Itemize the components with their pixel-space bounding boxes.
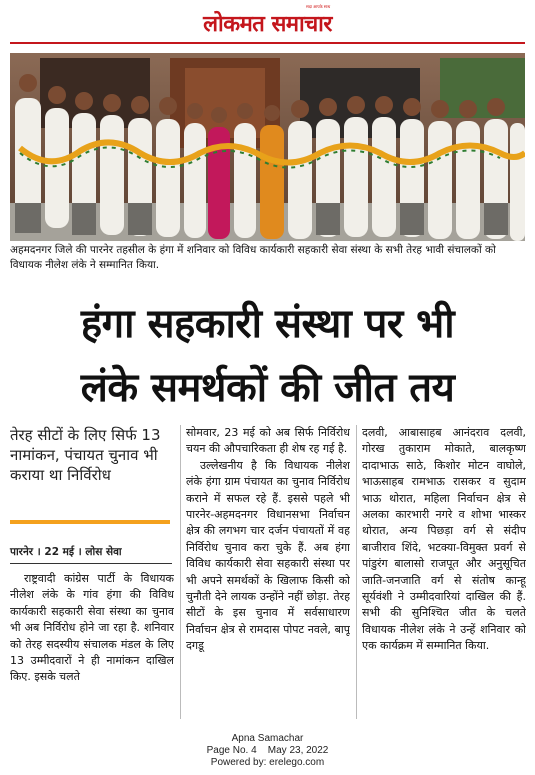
newspaper-logo: लोकमत समाचार (203, 11, 332, 37)
column-divider (180, 425, 181, 719)
group-felicitation-photo (10, 53, 525, 241)
column-divider (356, 425, 357, 719)
masthead-rule (10, 42, 525, 44)
masthead-tagline: सदा आपके साथ (306, 4, 331, 9)
subhead-accent-rule (10, 520, 170, 524)
article-paragraph: दलवी, आबासाहब आनंदराव दलवी, गोरख तुकाराम मोकाते, बालकृष्ण दादाभाऊ साठे, किशोर मोटन वाघोले, भाऊसाहब रामभाऊ रासकर व सुदाम भाऊ थोरात, महिला निर्वाचन क्षेत्र से अलका कारभारी नगरे व शोभा भास्कर थोरात, अन्य पिछड़ा वर्ग से संदीप बाजीराव शिंदे, भटक्या-विमुक्त प्रवर्ग से पांडुरंग बालासो राजपूत और अनुसूचित जाति-जनजाति वर्ग से संतोष कान्हू सूर्यवंशी ने उम्मीदवारियां दाखिल की हैं. सभी की सुनिश्चित जीत के चलते विधायक नीलेश लंके ने उन्हें शनिवार को एक कार्यक्रम में सम्मानित किया. (362, 426, 526, 653)
article-paragraph: उल्लेखनीय है कि विधायक नीलेश लंके हंगा ग्राम पंचायत का चुनाव निर्विरोध कराने में सफल रहे हैं. इससे पहले भी पारनेर-अहमदनगर विधानसभा निर्वाचन क्षेत्र की लगभग चार दर्जन पंचायतों में वह निर्विरोध चुनाव करा चुके हैं. अब हंगा विविध कार्यकारी सेवा सहकारी संस्था पर भी अपने समर्थकों के खिलाफ किसी को चुनौती देने लायक उन्होंने नहीं छोड़ा. तेरह सीटों के इस चुनाव में सर्वसाधारण निर्वाचन क्षेत्र से रामदास पोपट नवले, बापू दगडू (186, 458, 350, 653)
article-column-1 (10, 571, 174, 721)
article-paragraph: सोमवार, 23 मई को अब सिर्फ निर्विरोध चयन की औपचारिकता ही शेष रह गई है. (186, 426, 350, 456)
news-photo (10, 53, 525, 241)
subheadline: तेरह सीटों के लिए सिर्फ 13 नामांकन, पंचायत चुनाव भी कराया था निर्विरोध (10, 426, 161, 484)
article-paragraph: राष्ट्रवादी कांग्रेस पार्टी के विधायक नीलेश लंके के गांव हंगा की विविध कार्यकारी सहकारी सेवा संस्था का चुनाव भी अब निर्विरोध होने जा रहा है. शनिवार को तेरह सदस्यीय संचालक मंडल के लिए 13 उम्मीदवारों ने ही नामांकन दाखिल किए. इसके चलते (10, 572, 174, 684)
masthead (0, 0, 535, 44)
page-and-date: Page No. 4 May 23, 2022 (206, 745, 329, 756)
dateline: पारनेर । 22 मई । लोस सेवा (10, 546, 122, 558)
dateline-rule (10, 563, 172, 564)
headline-line-1: हंगा सहकारी संस्था पर भी (80, 301, 455, 347)
powered-by: Powered by: erelego.com (210, 757, 325, 768)
article-column-3 (362, 425, 526, 721)
publication-name: Apna Samachar (231, 733, 304, 744)
article-column-2 (186, 425, 350, 721)
page-footer (0, 733, 535, 769)
photo-caption: अहमदनगर जिले की पारनेर तहसील के हंगा में शनिवार को विविध कार्यकारी सहकारी सेवा संस्था के सभी तेरह भावी संचालकों को विधायक नीलेश लंके ने सम्मानित किया. (10, 244, 496, 271)
headline-line-2: लंके समर्थकों की जीत तय (80, 365, 455, 411)
